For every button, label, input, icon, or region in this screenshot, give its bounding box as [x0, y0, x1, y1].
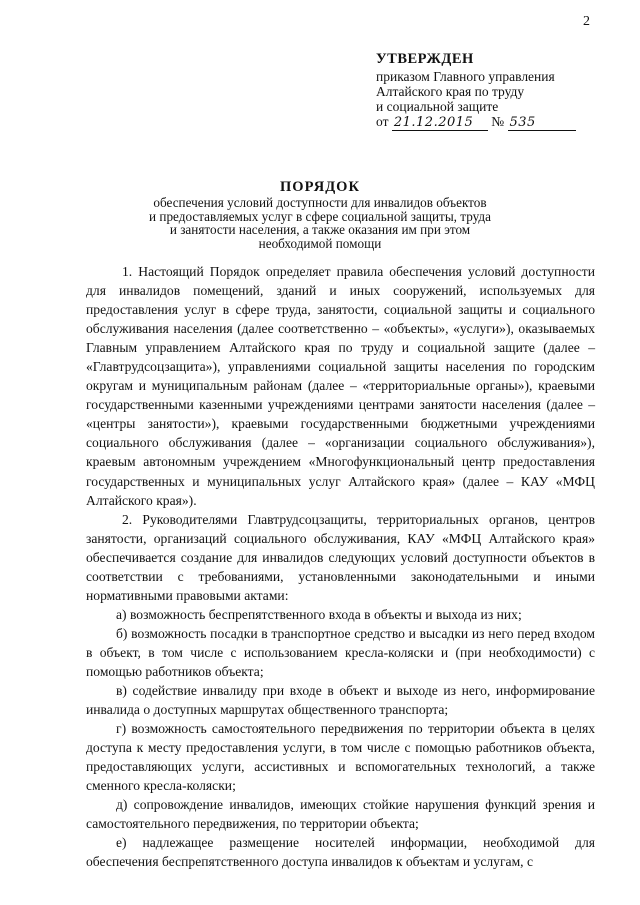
handwritten-date: 21.12.2015 [393, 115, 474, 130]
clause-a: а) возможность беспрепятственного входа в объекты и выхода из них; [116, 606, 522, 622]
document-title-block [118, 181, 522, 250]
paragraph-2: 2. Руководителями Главтрудсоцзащиты, территориальных органов, центров занятости, организаций социального обслуживания, КАУ «МФЦ Алтайского края» обеспечивается создание для инвалидов следующих условий доступности объектов в соответствии с требованиями, установленными законодательными и иными нормативными правовыми актами: [86, 511, 595, 603]
approval-date-line [376, 114, 626, 131]
handwritten-number: 535 [509, 115, 536, 130]
approval-line-3: и социальной защите [376, 99, 499, 114]
clause-e: е) надлежащее размещение носителей информации, необходимой для обеспечения беспрепятственного доступа инвалидов к объектам и услугам, с [86, 835, 595, 870]
title-line-4: необходимой помощи [258, 235, 382, 251]
document-title: ПОРЯДОК [280, 179, 360, 195]
title-line-1: обеспечения условий доступности для инвалидов объектов [153, 195, 487, 211]
approval-heading: УТВЕРЖДЕН [376, 51, 474, 67]
paragraph-1: 1. Настоящий Порядок определяет правила обеспечения условий доступности для инвалидов помещений, зданий и иных сооружений, используемых для предоставления услуг в сфере труда, занятости, социальной защиты и социального обслуживания населения (далее соответственно – «объекты», «услуги»), оказываемых Главным управлением Алтайского края по труду и социальной защите (далее – «Главтрудсоцзащита»), управлениями социальной защиты населения по городским округам и муниципальным районам (далее – «территориальные органы»), краевыми государственными казенными учреждениями центрами занятости населения (далее – «центры занятости»), краевыми государственными бюджетными учреждениями социального обслуживания (далее – «организации социального обслуживания»), краевым автономным учреждением «Многофункциональный центр предоставления государственных и муниципальных услуг Алтайского края» (далее – КАУ «МФЦ Алтайского края»). [86, 264, 595, 508]
clause-b: б) возможность посадки в транспортное средство и высадки из него перед входом в объект, в том числе с использованием кресла-коляски и (при необходимости) с помощью работников объекта; [86, 625, 595, 679]
approval-stamp-block [376, 52, 626, 131]
clause-d: д) сопровождение инвалидов, имеющих стойкие нарушения функций зрения и самостоятельного передвижения, по территории объекта; [86, 797, 595, 832]
number-field [508, 114, 576, 131]
date-prefix: от [376, 114, 389, 129]
approval-line-2: Алтайского края по труду [376, 84, 525, 99]
page-number: 2 [583, 14, 590, 29]
number-prefix: № [491, 114, 505, 129]
title-line-2: и предоставляемых услуг в сфере социальной защиты, труда [149, 208, 491, 224]
clause-v: в) содействие инвалиду при входе в объект и выходе из него, информирование инвалида о доступных маршрутах общественного транспорта; [86, 683, 595, 718]
clause-g: г) возможность самостоятельного передвижения по территории объекта в целях доступа к месту предоставления услуги, в том числе с помощью работников объекта, предоставляющих услуги, ассистивных и вспомогательных технологий, а также сменного кресла-коляски; [86, 721, 595, 794]
date-field [392, 114, 488, 131]
document-body [86, 262, 595, 872]
approval-line-1: приказом Главного управления [376, 69, 555, 84]
title-line-3: и занятости населения, а также оказания им при этом [169, 222, 471, 238]
